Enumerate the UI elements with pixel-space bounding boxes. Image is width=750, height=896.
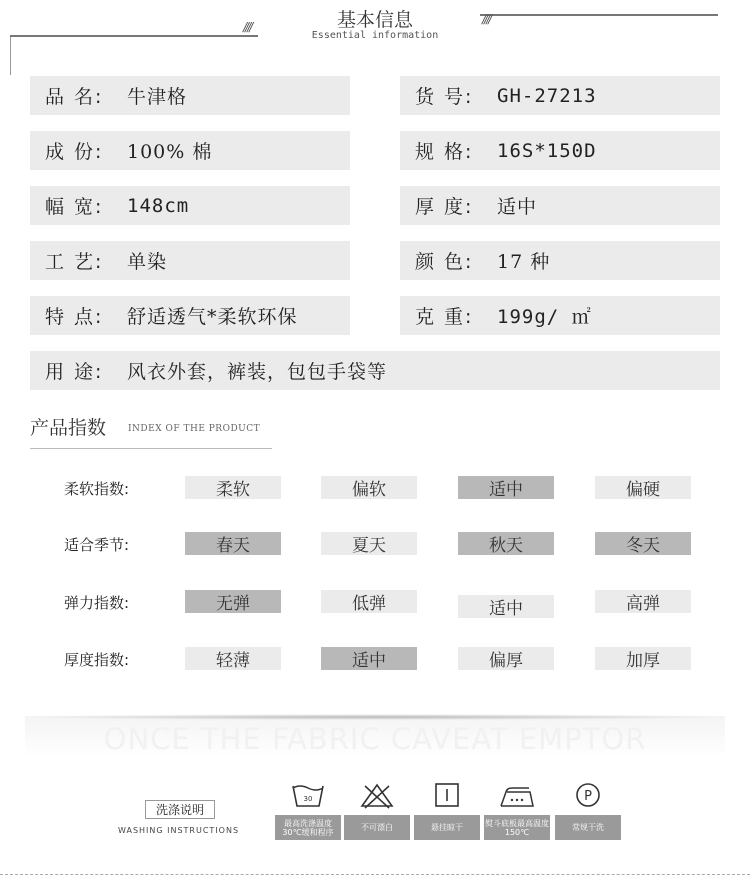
info-color — [400, 241, 720, 280]
index-option: 偏硬 — [595, 476, 691, 499]
info-label: 颜 色: — [415, 251, 474, 273]
info-label: 规 格: — [415, 141, 474, 163]
hang-dry-icon — [414, 782, 480, 810]
header-left-frame — [10, 35, 11, 75]
wash-30-icon — [275, 782, 341, 810]
index-row-label: 厚度指数: — [64, 651, 130, 669]
index-option-selected: 无弹 — [185, 590, 281, 613]
wash-label: 悬挂晾干 — [414, 815, 480, 840]
info-craft — [30, 241, 350, 280]
index-underline — [30, 448, 272, 449]
info-label: 厚 度: — [415, 196, 474, 218]
info-weight — [400, 296, 720, 335]
index-option: 高弹 — [595, 590, 691, 613]
washing-title: 洗涤说明 — [145, 800, 215, 819]
info-value: 148cm — [127, 194, 190, 217]
info-label: 克 重: — [415, 306, 474, 328]
iron-150-icon — [484, 782, 550, 810]
info-label: 货 号: — [415, 86, 474, 108]
index-option-selected: 秋天 — [458, 532, 554, 555]
index-option-selected: 适中 — [321, 647, 417, 670]
info-thickness — [400, 186, 720, 225]
hatch-decoration-right: //// — [482, 12, 491, 26]
caveat-text: ONCE THE FABRIC CAVEAT EMPTOR — [103, 722, 647, 756]
section-subtitle: Essential information — [311, 30, 439, 41]
no-bleach-icon — [344, 782, 410, 810]
dashed-divider — [0, 874, 750, 875]
index-row-label: 柔软指数: — [64, 480, 130, 498]
index-title: 产品指数 — [30, 417, 107, 439]
info-value: 199g/ ㎡ — [497, 306, 592, 328]
info-value: 牛津格 — [127, 86, 188, 108]
dry-clean-p-icon — [555, 782, 621, 810]
index-option: 适中 — [458, 595, 554, 618]
info-label: 工 艺: — [45, 251, 104, 273]
index-option: 夏天 — [321, 532, 417, 555]
index-option: 加厚 — [595, 647, 691, 670]
index-option-selected: 冬天 — [595, 532, 691, 555]
wash-label: 熨斗底板最高温度150℃ — [484, 815, 550, 840]
wash-label: 不可漂白 — [344, 815, 410, 840]
index-row-label: 弹力指数: — [64, 594, 130, 612]
washing-subtitle: WASHING INSTRUCTIONS — [118, 826, 240, 835]
caveat-band-shadow — [20, 714, 730, 720]
info-usage — [30, 351, 720, 390]
index-row-label: 适合季节: — [64, 536, 130, 554]
header-left-divider — [10, 35, 258, 37]
wash-label: 常规干洗 — [555, 815, 621, 840]
info-value: 舒适透气*柔软环保 — [127, 306, 298, 328]
index-subtitle: INDEX OF THE PRODUCT — [128, 424, 261, 434]
info-label: 幅 宽: — [45, 196, 104, 218]
index-option: 柔软 — [185, 476, 281, 499]
info-value: 100% 棉 — [127, 141, 213, 163]
index-option-selected: 春天 — [185, 532, 281, 555]
info-composition — [30, 131, 350, 170]
info-label: 成 份: — [45, 141, 104, 163]
section-title: 基本信息 — [336, 9, 413, 31]
header-right-divider — [480, 14, 718, 16]
info-spec — [400, 131, 720, 170]
dry-clean-letter: P — [584, 789, 592, 804]
info-value: GH-27213 — [497, 84, 597, 107]
wash-temperature: 30 — [303, 795, 313, 803]
hatch-decoration-left: //// — [243, 20, 252, 34]
info-label: 特 点: — [45, 306, 104, 328]
info-value: 单染 — [127, 251, 168, 273]
index-option: 低弹 — [321, 590, 417, 613]
info-label: 品 名: — [45, 86, 104, 108]
index-option-selected: 适中 — [458, 476, 554, 499]
wash-label: 最高洗涤温度30℃缓和程序 — [275, 815, 341, 840]
index-option: 偏厚 — [458, 647, 554, 670]
info-value: 风衣外套，裤装，包包手袋等 — [127, 361, 388, 383]
info-features — [30, 296, 350, 335]
info-width — [30, 186, 350, 225]
info-value: 16S*150D — [497, 139, 597, 162]
index-option: 偏软 — [321, 476, 417, 499]
info-label: 用 途: — [45, 361, 104, 383]
info-value: 17 种 — [497, 251, 551, 273]
index-option: 轻薄 — [185, 647, 281, 670]
info-name — [30, 76, 350, 115]
info-value: 适中 — [497, 196, 538, 218]
info-sku — [400, 76, 720, 115]
